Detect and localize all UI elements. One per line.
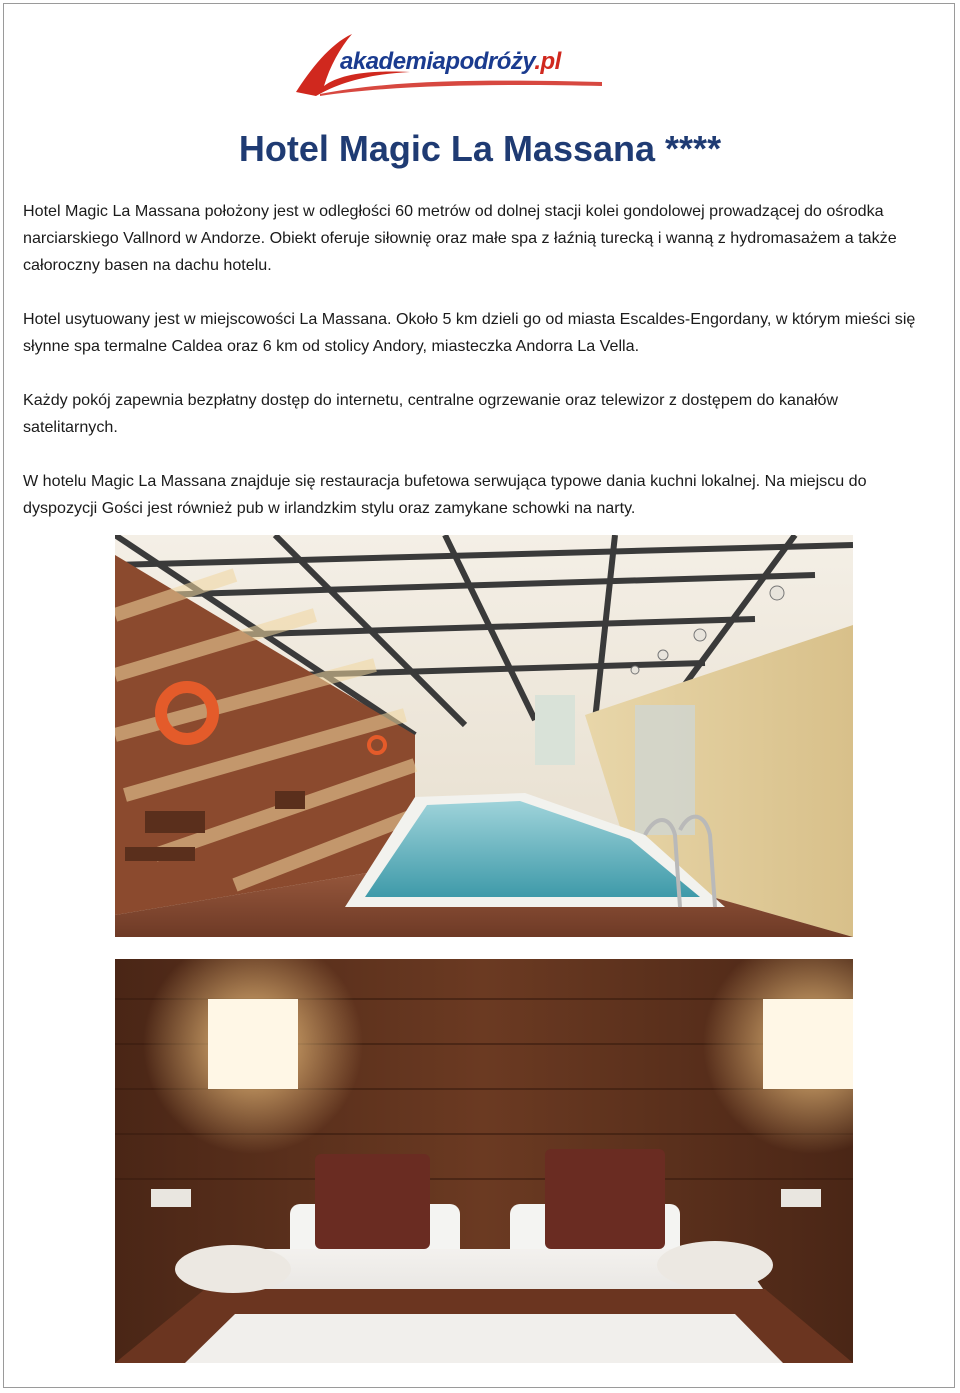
paragraph-amenities: W hotelu Magic La Massana znajduje się restauracja bufetowa serwująca typowe dania kuchni lokalnej. Na miejscu do dyspozycji Gości jest również pub w irlandzkim stylu oraz zamykane schowki na narty.	[23, 472, 867, 517]
logo-brand-text: akademiapodróży	[340, 48, 535, 75]
akademiapodrozy-logo	[290, 30, 606, 100]
paragraph-rooms: Każdy pokój zapewnia bezpłatny dostęp do internetu, centralne ogrzewanie oraz telewizor z dostępem do kanałów satelitarnych.	[23, 391, 839, 436]
logo-wordmark	[340, 48, 561, 76]
page-title: Hotel Magic La Massana ****	[238, 128, 722, 169]
paragraph-surroundings: Hotel usytuowany jest w miejscowości La Massana. Około 5 km dzieli go od miasta Escaldes-Engordany, w którym mieści się słynne spa termalne Caldea oraz 6 km od stolicy Andory, miasteczka Andorra La Vella.	[23, 310, 916, 355]
document-page	[3, 3, 955, 1388]
description-text	[23, 198, 937, 549]
room-photo	[115, 959, 853, 1363]
pool-photo	[115, 535, 853, 937]
logo-tld-text: .pl	[534, 48, 561, 75]
paragraph-location: Hotel Magic La Massana położony jest w odległości 60 metrów od dolnej stacji kolei gondolowej prowadzącej do ośrodka narciarskiego Vallnord w Andorze. Obiekt oferuje siłownię oraz małe spa z łaźnią turecką i wanną z hydromasażem a także całoroczny basen na dachu hotelu.	[23, 202, 897, 274]
